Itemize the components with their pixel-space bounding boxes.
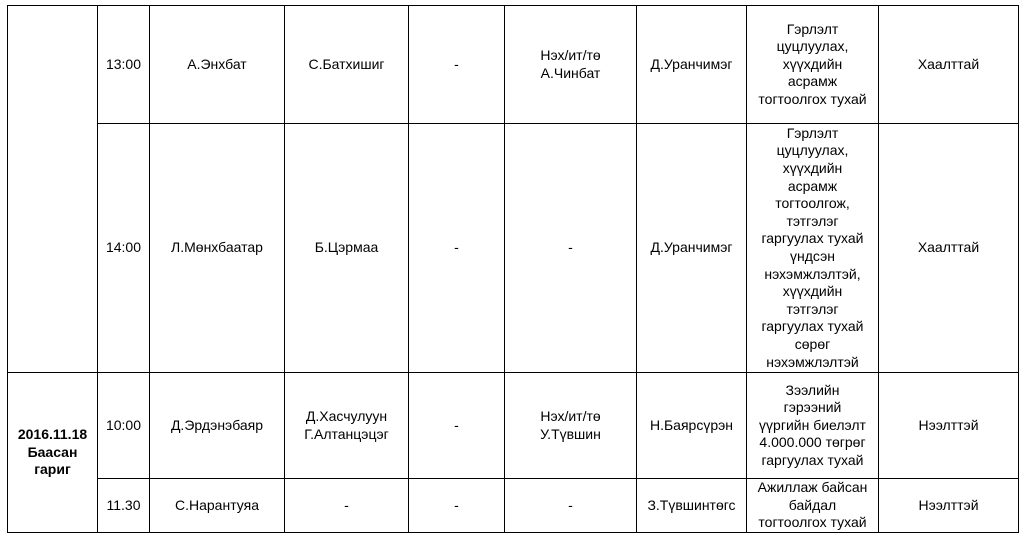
third-party-cell: - xyxy=(409,479,505,533)
judge-cell: Д.Уранчимэг xyxy=(637,6,747,124)
representative-cell: - xyxy=(505,479,637,533)
party-cell: С.Нарантуяа xyxy=(150,479,285,533)
party-cell: Д.Эрдэнэбаяр xyxy=(150,373,285,479)
judge-cell: Д.Уранчимэг xyxy=(637,124,747,373)
court-schedule-table xyxy=(7,5,1019,533)
case-subject-cell: Гэрлэлт цуцлуулах, хүүхдийн асрамж тогтоолгож, тэтгэлэг гаргуулах тухай үндсэн нэхэмжлэлтэй, хүүхдийн тэтгэлэг гаргуулах тухай сөрөг нэхэмжлэлтэй xyxy=(747,124,879,373)
third-party-cell: - xyxy=(409,124,505,373)
party-cell: - xyxy=(285,479,409,533)
party-cell: А.Энхбат xyxy=(150,6,285,124)
table-row xyxy=(8,373,1019,479)
table-row xyxy=(8,479,1019,533)
date-cell: 2016.11.18 Баасан гариг xyxy=(8,373,98,533)
time-cell: 11.30 xyxy=(98,479,150,533)
time-cell: 14:00 xyxy=(98,124,150,373)
party-cell: Д.Хасчулуун Г.Алтанцэцэг xyxy=(285,373,409,479)
third-party-cell: - xyxy=(409,373,505,479)
representative-cell: Нэх/ит/тө А.Чинбат xyxy=(505,6,637,124)
status-cell: Хаалттай xyxy=(879,6,1019,124)
table-row xyxy=(8,124,1019,373)
time-cell: 10:00 xyxy=(98,373,150,479)
status-cell: Нээлттэй xyxy=(879,479,1019,533)
status-cell: Хаалттай xyxy=(879,124,1019,373)
third-party-cell: - xyxy=(409,6,505,124)
judge-cell: З.Түвшинтөгс xyxy=(637,479,747,533)
date-cell-empty xyxy=(8,6,98,373)
time-cell: 13:00 xyxy=(98,6,150,124)
case-subject-cell: Ажиллаж байсан байдал тогтоолгох тухай xyxy=(747,479,879,533)
party-cell: С.Батхишиг xyxy=(285,6,409,124)
party-cell: Л.Мөнхбаатар xyxy=(150,124,285,373)
table-row xyxy=(8,6,1019,124)
case-subject-cell: Гэрлэлт цуцлуулах, хүүхдийн асрамж тогтоолгох тухай xyxy=(747,6,879,124)
representative-cell: - xyxy=(505,124,637,373)
judge-cell: Н.Баярсүрэн xyxy=(637,373,747,479)
party-cell: Б.Цэрмаа xyxy=(285,124,409,373)
case-subject-cell: Зээлийн гэрээний үүргийн биелэлт 4.000.000 төгрөг гаргуулах тухай xyxy=(747,373,879,479)
representative-cell: Нэх/ит/тө У.Түвшин xyxy=(505,373,637,479)
status-cell: Нээлттэй xyxy=(879,373,1019,479)
